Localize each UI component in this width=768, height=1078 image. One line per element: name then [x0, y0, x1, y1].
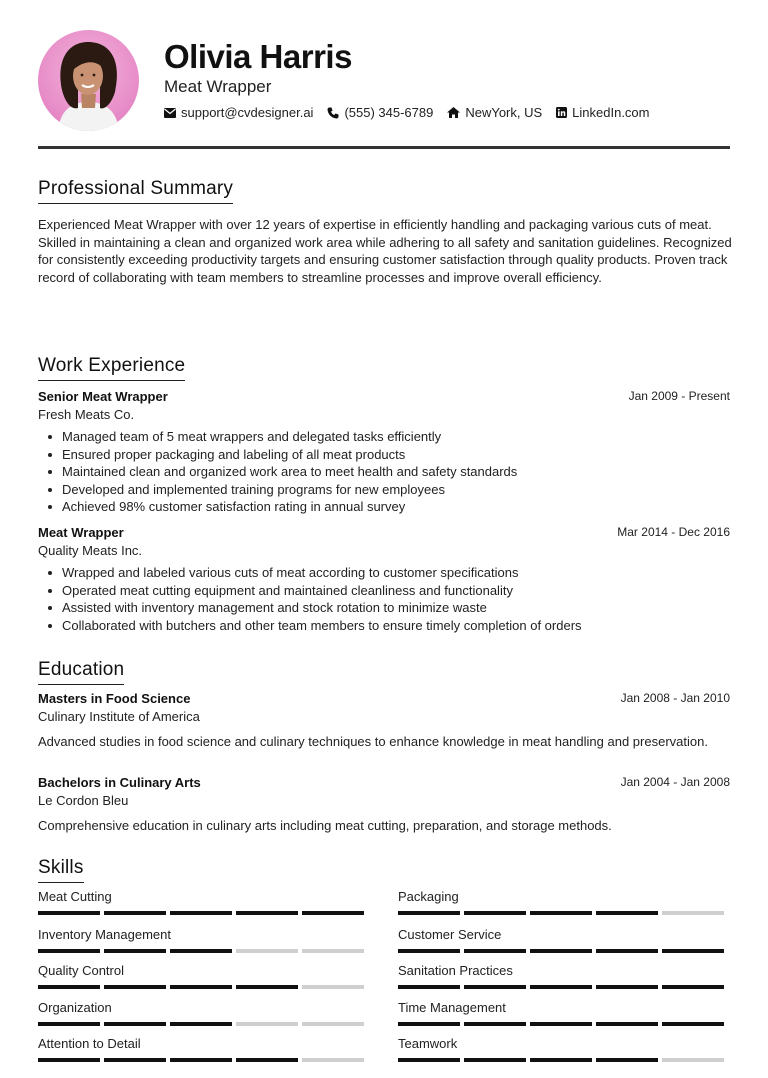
education-dates: Jan 2004 - Jan 2008: [620, 775, 730, 789]
skill-level-segment-filled: [530, 949, 592, 953]
list-item: Ensured proper packaging and labeling of all meat products: [38, 446, 730, 464]
job-entry: [38, 525, 730, 634]
skill-level-segment-empty: [662, 911, 724, 915]
skill-level-segment-filled: [662, 1022, 724, 1026]
skill-level-segment-filled: [236, 1058, 298, 1062]
contact-phone[interactable]: [327, 105, 433, 120]
skill-item: [398, 1036, 729, 1062]
skill-level-segment-filled: [530, 985, 592, 989]
education-description: Advanced studies in food science and culinary techniques to enhance knowledge in meat handling and preservation.: [38, 734, 708, 749]
job-title: Senior Meat Wrapper: [38, 389, 168, 404]
list-item: Operated meat cutting equipment and maintained cleanliness and functionality: [38, 582, 730, 600]
skill-level-segment-filled: [38, 1022, 100, 1026]
skill-level-segment-filled: [38, 911, 100, 915]
education-heading: Education: [38, 659, 124, 685]
phone-icon: [327, 107, 339, 119]
skill-level-segment-filled: [236, 985, 298, 989]
skill-name: Organization: [38, 1000, 112, 1015]
skill-level-segment-filled: [398, 1022, 460, 1026]
contact-email-text: support@cvdesigner.ai: [181, 105, 314, 120]
skill-level-segment-filled: [170, 949, 232, 953]
education-entry: [38, 691, 730, 749]
skill-level-bar: [398, 1058, 729, 1062]
contact-linkedin[interactable]: [556, 105, 649, 120]
job-entry: [38, 389, 730, 516]
experience-heading: Work Experience: [38, 355, 185, 381]
skill-level-segment-filled: [170, 1058, 232, 1062]
contact-email[interactable]: [164, 105, 313, 120]
school-name: Le Cordon Bleu: [38, 793, 129, 808]
skill-level-bar: [398, 985, 729, 989]
job-dates: Jan 2009 - Present: [628, 389, 730, 403]
job-company: Quality Meats Inc.: [38, 543, 143, 558]
skill-level-segment-filled: [104, 911, 166, 915]
skill-level-segment-filled: [38, 985, 100, 989]
avatar: [38, 30, 139, 131]
skill-level-segment-filled: [464, 949, 526, 953]
skill-level-bar: [38, 911, 369, 915]
skill-name: Meat Cutting: [38, 889, 112, 904]
skill-name: Time Management: [398, 1000, 506, 1015]
skill-level-segment-filled: [596, 911, 658, 915]
skill-level-segment-filled: [464, 911, 526, 915]
degree-title: Masters in Food Science: [38, 691, 191, 706]
contact-location: [447, 105, 542, 120]
summary-text: Experienced Meat Wrapper with over 12 years of expertise in efficiently handling and packaging various cuts of meat. Skilled in maintaining a clean and organized work area while adhering to all safety and sanitation guidelines. Recognized for consistently exceeding productivity targets and ensuring customer satisfaction through quality products. Proven track record of collaborating with team members to streamline processes and improve overall efficiency.: [38, 217, 732, 285]
skill-level-bar: [398, 911, 729, 915]
skill-level-segment-empty: [302, 985, 364, 989]
candidate-name: Olivia Harris: [164, 38, 352, 75]
contact-location-text: NewYork, US: [465, 105, 543, 120]
skill-level-segment-filled: [464, 1022, 526, 1026]
candidate-title: Meat Wrapper: [164, 77, 272, 96]
skill-level-bar: [38, 1058, 369, 1062]
skill-level-segment-filled: [398, 949, 460, 953]
job-dates: Mar 2014 - Dec 2016: [617, 525, 730, 539]
skill-level-segment-filled: [530, 911, 592, 915]
summary-heading: Professional Summary: [38, 178, 233, 204]
skill-level-segment-empty: [302, 1058, 364, 1062]
list-item: Wrapped and labeled various cuts of meat according to customer specifications: [38, 564, 730, 582]
contact-phone-text: (555) 345-6789: [344, 105, 434, 120]
skill-level-segment-filled: [596, 1022, 658, 1026]
skill-level-segment-empty: [662, 1058, 724, 1062]
skill-name: Packaging: [398, 889, 459, 904]
skills-heading: Skills: [38, 857, 84, 883]
skill-name: Attention to Detail: [38, 1036, 141, 1051]
skill-level-segment-filled: [398, 1058, 460, 1062]
envelope-icon: [164, 108, 176, 118]
skill-level-segment-filled: [464, 985, 526, 989]
skill-level-segment-filled: [398, 911, 460, 915]
skill-level-segment-filled: [662, 949, 724, 953]
education-dates: Jan 2008 - Jan 2010: [620, 691, 730, 705]
degree-title: Bachelors in Culinary Arts: [38, 775, 201, 790]
education-description: Comprehensive education in culinary arts including meat cutting, preparation, and storage methods.: [38, 818, 612, 833]
skill-name: Sanitation Practices: [398, 963, 513, 978]
skill-level-segment-filled: [38, 1058, 100, 1062]
skill-level-segment-empty: [302, 949, 364, 953]
skill-level-bar: [398, 949, 729, 953]
skill-name: Inventory Management: [38, 927, 171, 942]
skill-name: Quality Control: [38, 963, 124, 978]
skill-level-segment-filled: [170, 1022, 232, 1026]
contact-info: [164, 105, 664, 120]
skill-level-segment-filled: [170, 985, 232, 989]
skill-name: Customer Service: [398, 927, 502, 942]
skill-item: [398, 963, 729, 989]
header-divider: [38, 146, 730, 149]
school-name: Culinary Institute of America: [38, 709, 200, 724]
list-item: Collaborated with butchers and other team members to ensure timely completion of orders: [38, 617, 730, 635]
skill-level-segment-filled: [170, 911, 232, 915]
list-item: Assisted with inventory management and stock rotation to minimize waste: [38, 599, 730, 617]
list-item: Developed and implemented training programs for new employees: [38, 481, 730, 499]
skill-item: [38, 927, 369, 953]
skill-level-segment-filled: [302, 911, 364, 915]
skill-item: [38, 963, 369, 989]
skill-level-segment-filled: [104, 985, 166, 989]
skill-item: [398, 1000, 729, 1026]
skill-level-segment-empty: [236, 1022, 298, 1026]
job-company: Fresh Meats Co.: [38, 407, 135, 422]
profile-photo: [38, 30, 139, 131]
skill-level-bar: [38, 985, 369, 989]
skill-level-segment-filled: [530, 1058, 592, 1062]
skill-item: [38, 1036, 369, 1062]
skill-item: [38, 1000, 369, 1026]
job-bullets: [38, 428, 730, 516]
skill-level-bar: [38, 1022, 369, 1026]
skill-level-bar: [38, 949, 369, 953]
skill-level-segment-filled: [596, 1058, 658, 1062]
resume-header: [38, 30, 730, 148]
skill-level-segment-empty: [236, 949, 298, 953]
skill-level-segment-filled: [104, 1058, 166, 1062]
home-icon: [447, 107, 460, 118]
skill-level-segment-filled: [236, 911, 298, 915]
skill-item: [38, 889, 369, 915]
list-item: Managed team of 5 meat wrappers and delegated tasks efficiently: [38, 428, 730, 446]
skill-level-segment-empty: [302, 1022, 364, 1026]
skill-name: Teamwork: [398, 1036, 458, 1051]
linkedin-icon: [556, 107, 567, 118]
skill-item: [398, 889, 729, 915]
skill-level-segment-filled: [662, 985, 724, 989]
skill-level-segment-filled: [464, 1058, 526, 1062]
skill-level-segment-filled: [596, 985, 658, 989]
skill-level-segment-filled: [38, 949, 100, 953]
contact-linkedin-text: LinkedIn.com: [572, 105, 650, 120]
job-bullets: [38, 564, 730, 634]
skill-level-segment-filled: [398, 985, 460, 989]
skill-level-segment-filled: [530, 1022, 592, 1026]
skill-item: [398, 927, 729, 953]
skill-level-bar: [398, 1022, 729, 1026]
list-item: Maintained clean and organized work area to meet health and safety standards: [38, 463, 730, 481]
job-title: Meat Wrapper: [38, 525, 124, 540]
skill-level-segment-filled: [596, 949, 658, 953]
skill-level-segment-filled: [104, 949, 166, 953]
education-entry: [38, 775, 730, 833]
list-item: Achieved 98% customer satisfaction rating in annual survey: [38, 498, 730, 516]
skill-level-segment-filled: [104, 1022, 166, 1026]
